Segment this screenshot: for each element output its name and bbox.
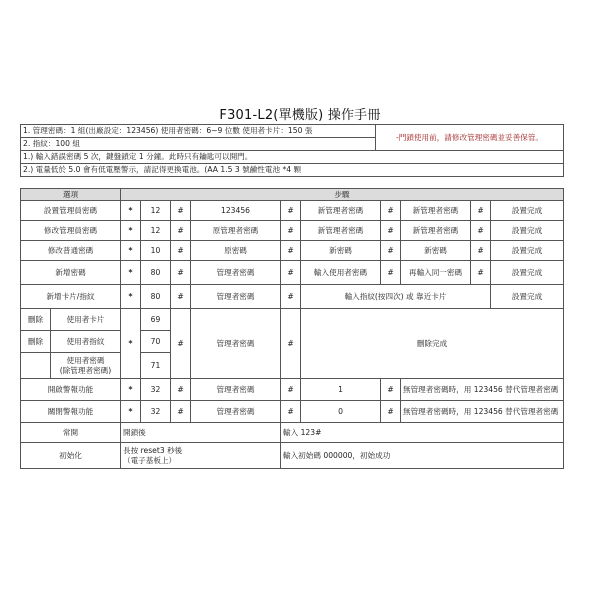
delete-pw-code: 71 [141, 353, 171, 379]
row-alarm-off [21, 401, 564, 423]
function-code: 32 [141, 401, 171, 423]
step-3: 新密碼 [401, 241, 471, 261]
normal-open-action: 輸入 123# [281, 423, 564, 443]
row-label: 初始化 [21, 443, 121, 469]
hash-symbol: # [281, 261, 301, 285]
hash-symbol: # [171, 309, 191, 379]
normal-open-step: 開鎖後 [121, 423, 281, 443]
hash-symbol: # [281, 401, 301, 423]
delete-admin-step: 管理者密碼 [191, 309, 281, 379]
star-symbol: * [121, 241, 141, 261]
hash-symbol: # [381, 379, 401, 401]
row-label: 修改普通密碼 [21, 241, 121, 261]
step-3: 新管理者密碼 [401, 201, 471, 221]
step-done: 設置完成 [491, 221, 564, 241]
star-symbol: * [121, 309, 141, 379]
hash-symbol: # [281, 241, 301, 261]
row-edit-admin [21, 221, 564, 241]
hash-symbol: # [381, 261, 401, 285]
step-done: 設置完成 [491, 201, 564, 221]
info-line-1: 1. 管理密碼：1 組(出廠設定：123456) 使用者密碼：6~9 位數 使用者卡片：150 張 [21, 125, 376, 138]
row-delete-card [21, 309, 564, 331]
hash-symbol: # [171, 379, 191, 401]
step-1: 管理者密碼 [191, 379, 281, 401]
row-edit-user [21, 241, 564, 261]
row-label: 常開 [21, 423, 121, 443]
usage-hint: -門鎖使用前，請修改管理密碼並妥善保管。 [376, 125, 564, 151]
header-item: 選項 [21, 189, 121, 201]
alarm-flag: 0 [301, 401, 381, 423]
step-1: 管理者密碼 [191, 401, 281, 423]
row-label: 開啟警報功能 [21, 379, 121, 401]
hash-symbol: # [471, 261, 491, 285]
function-code: 80 [141, 285, 171, 309]
note-2: 2.) 電量低於 5.0 會有低電壓警示，請記得更換電池。(AA 1.5 3 號鹼性電池 *4 顆 [21, 164, 564, 177]
init-action: 輸入初始碼 000000，初始成功 [281, 443, 564, 469]
hash-symbol: # [171, 201, 191, 221]
delete-group-label: 刪除 [21, 331, 51, 353]
row-label: 新增卡片/指紋 [21, 285, 121, 309]
step-2: 新管理者密碼 [301, 221, 381, 241]
hash-symbol: # [471, 241, 491, 261]
step-1: 123456 [191, 201, 281, 221]
hash-symbol: # [171, 401, 191, 423]
hash-symbol: # [381, 201, 401, 221]
step-1: 原密碼 [191, 241, 281, 261]
info-table [20, 124, 564, 177]
hash-symbol: # [171, 261, 191, 285]
star-symbol: * [121, 401, 141, 423]
step-3: 新管理者密碼 [401, 221, 471, 241]
row-alarm-on [21, 379, 564, 401]
hash-symbol: # [381, 221, 401, 241]
star-symbol: * [121, 261, 141, 285]
hash-symbol: # [281, 201, 301, 221]
delete-fp-code: 70 [141, 331, 171, 353]
hash-symbol: # [281, 379, 301, 401]
alarm-desc: 無管理者密碼時，用 123456 替代管理者密碼 [401, 379, 564, 401]
hash-symbol: # [471, 201, 491, 221]
function-code: 12 [141, 201, 171, 221]
row-label: 關閉警報功能 [21, 401, 121, 423]
step-done: 設置完成 [491, 241, 564, 261]
step-2: 新管理者密碼 [301, 201, 381, 221]
row-set-admin [21, 201, 564, 221]
step-done: 設置完成 [491, 261, 564, 285]
delete-card-label: 使用者卡片 [51, 309, 121, 331]
step-1: 管理者密碼 [191, 261, 281, 285]
hash-symbol: # [281, 309, 301, 379]
delete-fp-label: 使用者指紋 [51, 331, 121, 353]
alarm-flag: 1 [301, 379, 381, 401]
hash-symbol: # [471, 221, 491, 241]
hash-symbol: # [171, 285, 191, 309]
row-label: 新增密碼 [21, 261, 121, 285]
function-code: 32 [141, 379, 171, 401]
star-symbol: * [121, 379, 141, 401]
star-symbol: * [121, 221, 141, 241]
row-add-card [21, 285, 564, 309]
delete-done: 刪除完成 [301, 309, 564, 379]
star-symbol: * [121, 285, 141, 309]
step-done: 設置完成 [491, 285, 564, 309]
star-symbol: * [121, 201, 141, 221]
hash-symbol: # [281, 221, 301, 241]
row-label: 修改管理員密碼 [21, 221, 121, 241]
function-code: 12 [141, 221, 171, 241]
header-steps: 步驟 [121, 189, 564, 201]
note-1: 1.) 輸入錯誤密碼 5 次，鍵盤鎖定 1 分鐘。此時只有鑰匙可以開門。 [21, 151, 564, 164]
alarm-desc: 無管理者密碼時，用 123456 替代管理者密碼 [401, 401, 564, 423]
function-code: 80 [141, 261, 171, 285]
hash-symbol: # [381, 401, 401, 423]
row-normal-open [21, 423, 564, 443]
step-1: 管理者密碼 [191, 285, 281, 309]
page-title: F301-L2(單機版) 操作手冊 [219, 108, 381, 123]
hash-symbol: # [281, 285, 301, 309]
function-code: 10 [141, 241, 171, 261]
delete-card-code: 69 [141, 309, 171, 331]
operation-table [20, 188, 564, 469]
hash-symbol: # [171, 241, 191, 261]
hash-symbol: # [381, 241, 401, 261]
init-step: 長按 reset3 秒後 （電子基板上） [121, 443, 281, 469]
row-label: 設置管理員密碼 [21, 201, 121, 221]
delete-group-spacer [21, 353, 51, 379]
step-2: 新密碼 [301, 241, 381, 261]
row-add-user [21, 261, 564, 285]
info-line-2: 2. 指紋：100 組 [21, 138, 376, 151]
step-2: 輸入使用者密碼 [301, 261, 381, 285]
delete-group-label: 刪除 [21, 309, 51, 331]
row-init [21, 443, 564, 469]
step-3: 再輸入同一密碼 [401, 261, 471, 285]
hash-symbol: # [171, 221, 191, 241]
step-2: 輸入指紋(按四次) 或 靠近卡片 [301, 285, 491, 309]
delete-pw-label: 使用者密碼 (除管理者密碼) [51, 353, 121, 379]
step-1: 原管理者密碼 [191, 221, 281, 241]
